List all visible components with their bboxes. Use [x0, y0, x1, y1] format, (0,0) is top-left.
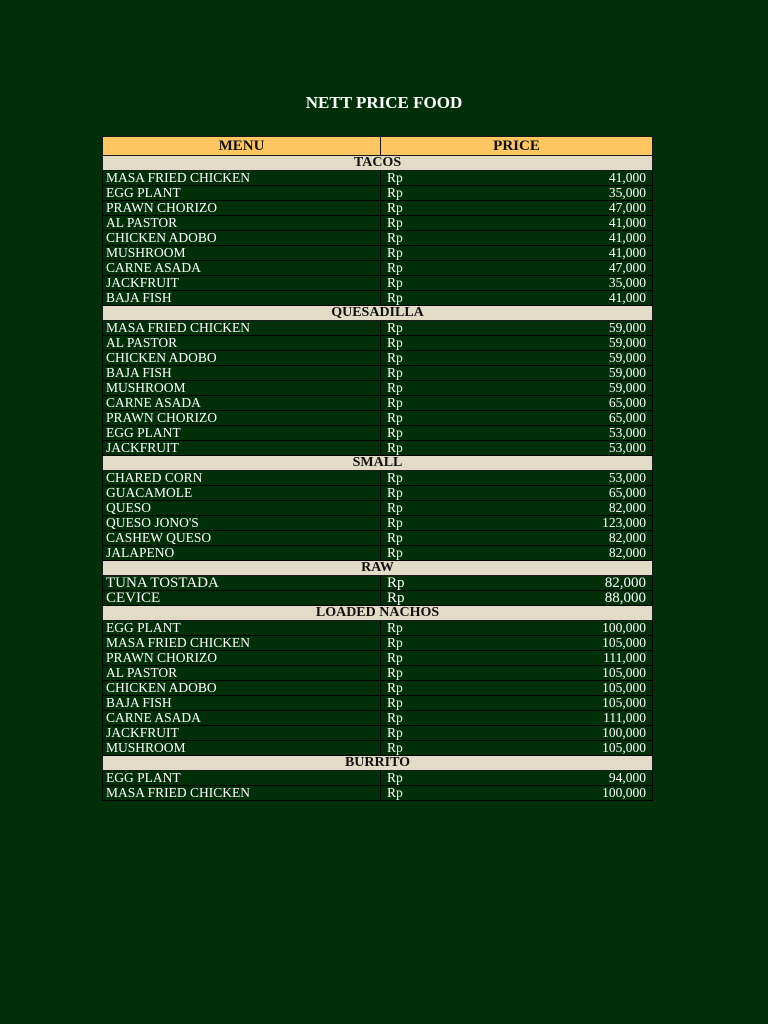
- item-name: CARNE ASADA: [103, 711, 381, 726]
- section-row: [103, 561, 653, 576]
- table-row: [103, 201, 653, 216]
- section-title: BURRITO: [103, 756, 653, 771]
- currency-label: Rp: [381, 381, 481, 396]
- table-row: [103, 216, 653, 231]
- item-name: MUSHROOM: [103, 381, 381, 396]
- section-title: TACOS: [103, 156, 653, 171]
- item-price: 53,000: [481, 441, 653, 456]
- item-name: MUSHROOM: [103, 741, 381, 756]
- currency-label: Rp: [381, 711, 481, 726]
- table-row: [103, 171, 653, 186]
- item-price: 100,000: [481, 726, 653, 741]
- table-row: [103, 531, 653, 546]
- item-price: 82,000: [481, 546, 653, 561]
- section-title: RAW: [103, 561, 653, 576]
- item-name: CHARED CORN: [103, 471, 381, 486]
- currency-label: Rp: [381, 771, 481, 786]
- currency-label: Rp: [381, 531, 481, 546]
- item-name: EGG PLANT: [103, 186, 381, 201]
- item-name: MASA FRIED CHICKEN: [103, 636, 381, 651]
- table-row: [103, 231, 653, 246]
- currency-label: Rp: [381, 336, 481, 351]
- item-name: EGG PLANT: [103, 426, 381, 441]
- price-table-body: [103, 137, 653, 801]
- table-row: [103, 261, 653, 276]
- item-name: BAJA FISH: [103, 291, 381, 306]
- section-title: LOADED NACHOS: [103, 606, 653, 621]
- item-name: CEVICE: [103, 591, 381, 606]
- item-price: 53,000: [481, 471, 653, 486]
- table-row: [103, 246, 653, 261]
- item-price: 82,000: [481, 576, 653, 591]
- currency-label: Rp: [381, 216, 481, 231]
- item-name: BAJA FISH: [103, 696, 381, 711]
- section-row: [103, 756, 653, 771]
- item-name: MUSHROOM: [103, 246, 381, 261]
- item-price: 82,000: [481, 501, 653, 516]
- currency-label: Rp: [381, 291, 481, 306]
- table-row: [103, 411, 653, 426]
- currency-label: Rp: [381, 351, 481, 366]
- currency-label: Rp: [381, 366, 481, 381]
- currency-label: Rp: [381, 441, 481, 456]
- currency-label: Rp: [381, 501, 481, 516]
- item-name: AL PASTOR: [103, 336, 381, 351]
- table-row: [103, 486, 653, 501]
- currency-label: Rp: [381, 426, 481, 441]
- item-name: JACKFRUIT: [103, 726, 381, 741]
- table-row: [103, 441, 653, 456]
- item-name: MASA FRIED CHICKEN: [103, 786, 381, 801]
- item-price: 59,000: [481, 381, 653, 396]
- table-row: [103, 666, 653, 681]
- item-name: CASHEW QUESO: [103, 531, 381, 546]
- item-price: 59,000: [481, 321, 653, 336]
- item-price: 59,000: [481, 366, 653, 381]
- item-name: JALAPENO: [103, 546, 381, 561]
- item-price: 105,000: [481, 696, 653, 711]
- table-row: [103, 336, 653, 351]
- table-row: [103, 186, 653, 201]
- currency-label: Rp: [381, 546, 481, 561]
- table-row: [103, 321, 653, 336]
- currency-label: Rp: [381, 321, 481, 336]
- item-name: AL PASTOR: [103, 666, 381, 681]
- item-price: 41,000: [481, 231, 653, 246]
- item-price: 105,000: [481, 681, 653, 696]
- currency-label: Rp: [381, 621, 481, 636]
- table-row: [103, 366, 653, 381]
- item-price: 100,000: [481, 621, 653, 636]
- section-row: [103, 456, 653, 471]
- table-row: [103, 711, 653, 726]
- table-row: [103, 276, 653, 291]
- currency-label: Rp: [381, 246, 481, 261]
- currency-label: Rp: [381, 276, 481, 291]
- currency-label: Rp: [381, 411, 481, 426]
- currency-label: Rp: [381, 591, 481, 606]
- item-price: 41,000: [481, 246, 653, 261]
- currency-label: Rp: [381, 231, 481, 246]
- item-name: PRAWN CHORIZO: [103, 201, 381, 216]
- table-row: [103, 771, 653, 786]
- item-name: PRAWN CHORIZO: [103, 411, 381, 426]
- item-name: TUNA TOSTADA: [103, 576, 381, 591]
- table-row: [103, 291, 653, 306]
- table-row: [103, 636, 653, 651]
- item-price: 59,000: [481, 336, 653, 351]
- item-name: CARNE ASADA: [103, 396, 381, 411]
- currency-label: Rp: [381, 201, 481, 216]
- item-name: EGG PLANT: [103, 621, 381, 636]
- item-name: JACKFRUIT: [103, 276, 381, 291]
- item-name: CHICKEN ADOBO: [103, 231, 381, 246]
- table-row: [103, 501, 653, 516]
- table-row: [103, 516, 653, 531]
- currency-label: Rp: [381, 786, 481, 801]
- section-row: [103, 306, 653, 321]
- table-row: [103, 621, 653, 636]
- currency-label: Rp: [381, 681, 481, 696]
- item-name: CARNE ASADA: [103, 261, 381, 276]
- currency-label: Rp: [381, 516, 481, 531]
- item-price: 88,000: [481, 591, 653, 606]
- item-price: 111,000: [481, 711, 653, 726]
- item-name: CHICKEN ADOBO: [103, 351, 381, 366]
- currency-label: Rp: [381, 261, 481, 276]
- item-price: 47,000: [481, 201, 653, 216]
- item-price: 35,000: [481, 276, 653, 291]
- item-price: 65,000: [481, 396, 653, 411]
- table-row: [103, 351, 653, 366]
- item-name: CHICKEN ADOBO: [103, 681, 381, 696]
- item-name: QUESO JONO'S: [103, 516, 381, 531]
- item-name: MASA FRIED CHICKEN: [103, 171, 381, 186]
- table-row: [103, 651, 653, 666]
- item-price: 41,000: [481, 216, 653, 231]
- item-price: 100,000: [481, 786, 653, 801]
- currency-label: Rp: [381, 171, 481, 186]
- table-row: [103, 426, 653, 441]
- currency-label: Rp: [381, 666, 481, 681]
- item-price: 105,000: [481, 741, 653, 756]
- item-price: 41,000: [481, 171, 653, 186]
- item-name: AL PASTOR: [103, 216, 381, 231]
- item-price: 47,000: [481, 261, 653, 276]
- item-price: 41,000: [481, 291, 653, 306]
- table-row: [103, 396, 653, 411]
- column-header-price: PRICE: [381, 137, 653, 156]
- currency-label: Rp: [381, 696, 481, 711]
- table-row: [103, 681, 653, 696]
- table-row: [103, 786, 653, 801]
- table-row: [103, 726, 653, 741]
- item-name: MASA FRIED CHICKEN: [103, 321, 381, 336]
- item-name: EGG PLANT: [103, 771, 381, 786]
- currency-label: Rp: [381, 486, 481, 501]
- item-price: 59,000: [481, 351, 653, 366]
- column-header-menu: MENU: [103, 137, 381, 156]
- currency-label: Rp: [381, 576, 481, 591]
- item-price: 94,000: [481, 771, 653, 786]
- item-price: 65,000: [481, 486, 653, 501]
- currency-label: Rp: [381, 741, 481, 756]
- item-price: 105,000: [481, 636, 653, 651]
- page-title: NETT PRICE FOOD: [305, 93, 463, 112]
- currency-label: Rp: [381, 726, 481, 741]
- item-price: 111,000: [481, 651, 653, 666]
- table-row: [103, 591, 653, 606]
- table-row: [103, 696, 653, 711]
- item-name: QUESO: [103, 501, 381, 516]
- currency-label: Rp: [381, 186, 481, 201]
- item-price: 82,000: [481, 531, 653, 546]
- price-table: [102, 136, 653, 801]
- currency-label: Rp: [381, 396, 481, 411]
- section-title: QUESADILLA: [103, 306, 653, 321]
- item-price: 65,000: [481, 411, 653, 426]
- item-name: JACKFRUIT: [103, 441, 381, 456]
- currency-label: Rp: [381, 651, 481, 666]
- table-row: [103, 546, 653, 561]
- section-row: [103, 606, 653, 621]
- item-name: PRAWN CHORIZO: [103, 651, 381, 666]
- table-row: [103, 381, 653, 396]
- item-price: 53,000: [481, 426, 653, 441]
- table-header-row: [103, 137, 653, 156]
- item-name: BAJA FISH: [103, 366, 381, 381]
- section-title: SMALL: [103, 456, 653, 471]
- item-name: GUACAMOLE: [103, 486, 381, 501]
- currency-label: Rp: [381, 471, 481, 486]
- item-price: 35,000: [481, 186, 653, 201]
- table-row: [103, 741, 653, 756]
- item-price: 105,000: [481, 666, 653, 681]
- section-row: [103, 156, 653, 171]
- table-row: [103, 471, 653, 486]
- item-price: 123,000: [481, 516, 653, 531]
- currency-label: Rp: [381, 636, 481, 651]
- table-row: [103, 576, 653, 591]
